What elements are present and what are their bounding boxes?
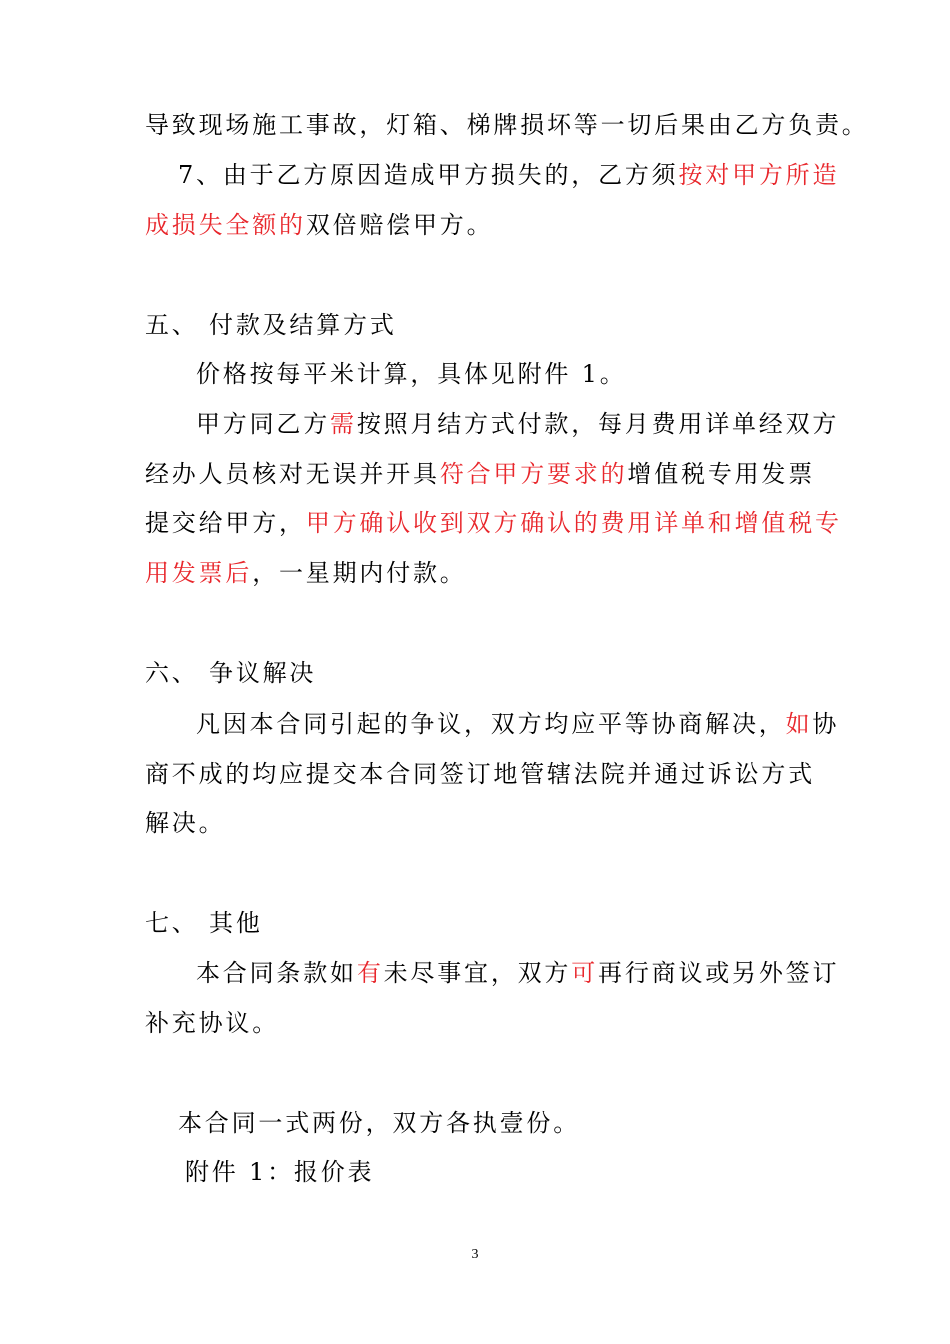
text-line <box>196 709 839 739</box>
highlighted-text: 符合甲方要求的 <box>439 460 628 488</box>
text-line <box>145 1008 279 1038</box>
text-run: 甲方同乙方 <box>196 410 330 438</box>
text-line <box>145 508 842 538</box>
heading-text: 六、 争议解决 <box>145 659 317 687</box>
section-5-heading <box>145 310 397 340</box>
heading-text: 五、 付款及结算方式 <box>145 311 397 339</box>
highlighted-text: 用发票后 <box>145 559 253 587</box>
highlighted-text: 需 <box>330 410 357 438</box>
text-run: 本合同条款如 <box>196 959 357 987</box>
section-7-heading <box>145 908 263 938</box>
text-run: 按照月结方式付款，每月费用详单经双方 <box>356 410 840 438</box>
text-run: 导致现场施工事故，灯箱、梯牌损坏等一切后果由乙方负责。 <box>145 111 869 139</box>
highlighted-text: 有 <box>356 959 384 987</box>
text-run: 本合同一式两份，双方各执壹份。 <box>178 1109 580 1137</box>
highlighted-text: 成损失全额的 <box>145 211 306 239</box>
text-run: 增值税专用发票 <box>627 460 816 488</box>
text-run: 解决。 <box>145 809 226 837</box>
text-run: 7、由于乙方原因造成甲方损失的，乙方须 <box>178 161 679 189</box>
text-run: 凡因本合同引起的争议，双方均应平等协商解决， <box>196 710 786 738</box>
attachment-reference <box>185 1157 374 1187</box>
highlighted-text: 按对甲方所造 <box>678 161 840 189</box>
page-number: 3 <box>471 1247 479 1262</box>
text-line <box>145 210 493 240</box>
clause-7-line <box>178 160 839 190</box>
text-line <box>145 110 869 140</box>
text-run: 未尽事宜，双方 <box>383 959 572 987</box>
text-run: 附件 1：报价表 <box>185 1158 375 1186</box>
text-line <box>145 759 815 789</box>
heading-text: 七、 其他 <box>145 909 263 937</box>
text-line <box>145 459 815 489</box>
text-run: 提交给甲方， <box>145 509 306 537</box>
text-line <box>145 558 467 588</box>
text-run: ，一星期内付款。 <box>252 559 467 587</box>
copies-statement <box>178 1108 580 1138</box>
text-run: 价格按每平米计算，具体见附件 1。 <box>196 360 627 388</box>
text-run: 协 <box>812 710 840 738</box>
text-line <box>145 808 225 838</box>
highlighted-text: 甲方确认收到双方确认的费用详单和增值税专 <box>305 509 842 537</box>
section-6-heading <box>145 658 316 688</box>
text-line <box>196 359 627 389</box>
text-run: 商不成的均应提交本合同签订地管辖法院并通过诉讼方式 <box>145 760 815 788</box>
text-line <box>196 409 839 439</box>
text-run: 双倍赔偿甲方。 <box>305 211 494 239</box>
text-run: 经办人员核对无误并开具 <box>145 460 440 488</box>
text-run: 补充协议。 <box>145 1009 279 1037</box>
text-run: 再行商议或另外签订 <box>598 959 840 987</box>
highlighted-text: 如 <box>785 710 813 738</box>
text-line <box>196 958 839 988</box>
highlighted-text: 可 <box>571 959 599 987</box>
